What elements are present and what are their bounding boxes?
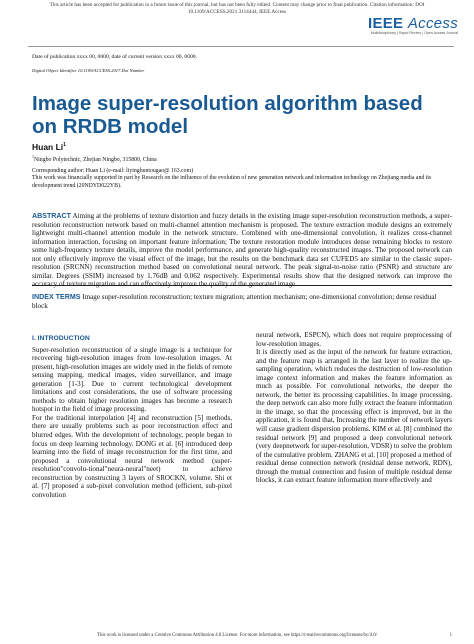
left-column xyxy=(32,335,232,499)
abstract-text: Aiming at the problems of texture distortion and fuzzy details in the existing image super-resolution reconstruction methods, a super-resolution reconstruction network based on multi-channel attention mechanism is proposed. The texture extraction module designs an extremely lightweight multi-channel attention module in the network structure. Combined with one-dimensional convolution, it realizes cross-channel information interaction, focusing on important feature information; The texture restoration module introduces dense remaining blocks to restore some high-frequency texture details, improve the model performance, and generate high-quality reconstructed images. The proposed network can not only effectively improve the visual effect of the image, but the results on the benchmark data set CUFED5 are similar to the classic super-resolution (SRCNN) reconstruction method based on convolutional neural network. The peak signal-to-noise ratio (PSNR) and structure are similar. Degrees (SSIM) increased by 1.76dB and 0.062 respectively. Experimental results show that the designed network can improve the xyxy=(32,212,453,280)
affiliation-line xyxy=(32,153,452,165)
intro-paragraph: For the traditional interpolation [4] and reconstruction [5] methods, there are usually problems such as poor reconstruction effect and blurred edges. With the development of technology, people began to focus on deep learning technology. DONG et al. [6] introduced deep learning into the field of image reconstruction for the first time, and proposed a convolutional neural network method (super-resolution"convolu-tional"neura-neural"neet) to achieve reconstruction by constructing 3 layers of SROCKN, volume. Shi et al. [7] proposed a sub-pixel convolution method (efficient, sub-pixel convolution xyxy=(32,413,232,499)
acceptance-notice xyxy=(0,2,474,15)
header-divider xyxy=(28,46,454,47)
corresponding-author: Corresponding author: Huan Li (e-mail: liyinghuntougao@ 163.com) xyxy=(32,167,194,174)
abstract-divider xyxy=(32,285,452,286)
abstract xyxy=(32,212,452,289)
index-terms-text: Image super-resolution reconstruction; texture migration; attention mechanism; one-dimensional convolution; dense residual block xyxy=(32,293,437,310)
doi-line: Digital Object Identifier 10.1109/ACCESS.2017.Doi Number xyxy=(32,68,145,73)
acceptance-notice-line1: This article has been accepted for publication in a future issue of this journal, but has not been fully edited. Content may change prior to final publication. Citation information: DOI xyxy=(49,2,425,8)
funding-note: This work was financially supported in part by Research on the influence of the evolution of new generation network and information technology on Zhejiang media and its development trend (20NDYD022YB). xyxy=(32,175,432,189)
ieee-access-logo xyxy=(368,15,458,35)
intro-paragraph: Super-resolution reconstruction of a single image is a technique for recovering high-resolution images from low-resolution images. At present, high-resolution images are widely used in the fields of remote sensing mapping, medical images, video surveillance, and image generation [1-3]. Due to current technological development limitations and cost considerations, the use of software processing methods to obtain higher resolution images has become a research hotspot in the field of image processing. xyxy=(32,345,232,414)
logo-tagline: Multidisciplinary | Rapid Review | Open Access Journal xyxy=(370,31,458,35)
page-number: 1 xyxy=(449,633,452,638)
license-footer: This work is licensed under a Creative Commons Attribution 4.0 License. For more information, see https://creativecommons.org/licenses/by/4.0/ xyxy=(97,633,377,638)
affiliation-sup: 1 xyxy=(32,154,34,159)
logo-brand: IEEE xyxy=(367,15,404,32)
section-heading-introduction: I. INTRODUCTION xyxy=(32,335,90,342)
author-sup: 1 xyxy=(63,142,66,149)
right-column xyxy=(256,331,452,485)
intro-paragraph: neural network, ESPCN), which does not require preprocessing of low-resolution images. xyxy=(256,331,452,348)
affiliation-text: Ningbo Polytechnic, Zhejian Ningbo, 315800, China xyxy=(34,156,157,163)
author-name: Huan Li xyxy=(32,142,64,152)
index-terms-label: INDEX TERMS xyxy=(32,293,81,301)
abstract-label: ABSTRACT xyxy=(32,212,72,220)
index-terms xyxy=(32,293,452,311)
acceptance-notice-line2: 10.1109/ACCESS.2021.3114444, IEEE Access xyxy=(187,8,287,15)
publication-dates: Date of publication xxxx 00, 0000, date of current version xxxx 00, 0000. xyxy=(32,54,197,60)
intro-paragraph: It is directly used as the input of the network for feature extraction, and the feature map is arranged in the last layer to realize the up-sampling operation, which reduces the destruction of low-resolution image context information and makes the feature information as much as possible. For convolutional networks, the deeper the network, the better its processing capabilities. In image processing, the deep network can also more fully extract the feature information in the image, so that the processing effect is improved, but in the application, it is found that, Increasing the number of network layers will cause gradient dispersion problems. KIM et al. [8] combined the residual network [9] and proposed a deep convolutional network (very deepnetwork for super-resolution, VDSR) to solve the problem of the cumulative problem. ZHANG et al. [10] proposed a method of residual dense connection network (residual dense network, RDN), through the mutual connection and fusion of multiple residual dense blocks, it can extract feature information more effectively and xyxy=(256,348,453,485)
logo-product: Access xyxy=(407,15,458,32)
logo-mark xyxy=(368,15,458,32)
paper-title: Image super-resolution algorithm based on RRDB model xyxy=(32,92,423,138)
author-line xyxy=(32,142,66,152)
affiliation-block xyxy=(32,153,452,190)
